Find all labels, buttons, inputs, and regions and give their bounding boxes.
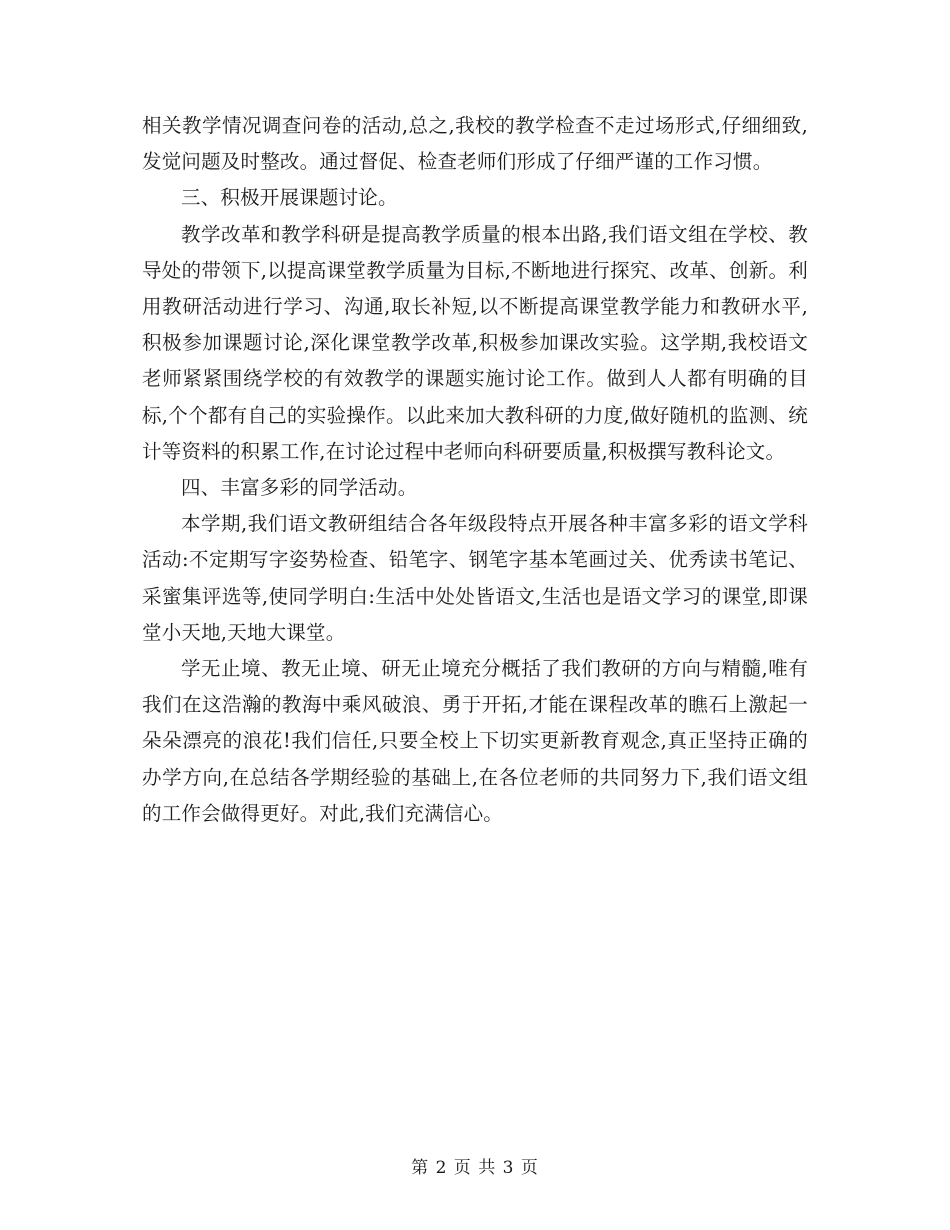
paragraph-continued: 相关教学情况调查问卷的活动,总之,我校的教学检查不走过场形式,仔细细致,发觉问题及时整改。通过督促、检查老师们形成了仔细严谨的工作习惯。	[142, 114, 808, 174]
document-body	[142, 108, 808, 832]
section-heading-3: 三、积极开展课题讨论。	[181, 186, 398, 210]
page-footer	[0, 1153, 950, 1178]
paragraph-research: 教学改革和教学科研是提高教学质量的根本出路,我们语文组在学校、教导处的带领下,以提高课堂教学质量为目标,不断地进行探究、改革、创新。利用教研活动进行学习、沟通,取长补短,以不断提高课堂教学能力和教研水平,积极参加课题讨论,深化课堂教学改革,积极参加课改实验。这学期,我校语文老师紧紧围绕学校的有效教学的课题实施讨论工作。做到人人都有明确的目标,个个都有自己的实验操作。以此来加大教科研的力度,做好随机的监测、统计等资料的积累工作,在讨论过程中老师向科研要质量,积极撰写教科论文。	[142, 222, 808, 463]
section-heading-4: 四、丰富多彩的同学活动。	[181, 476, 418, 500]
page-number: 第 2 页 共 3 页	[411, 1158, 539, 1178]
paragraph-conclusion: 学无止境、教无止境、研无止境充分概括了我们教研的方向与精髓,唯有我们在这浩瀚的教海中乘风破浪、勇于开拓,才能在课程改革的瞧石上激起一朵朵漂亮的浪花!我们信任,只要全校上下切实更新教育观念,真正坚持正确的办学方向,在总结各学期经验的基础上,在各位老师的共同努力下,我们语文组的工作会做得更好。对此,我们充满信心。	[142, 657, 808, 825]
paragraph-activities: 本学期,我们语文教研组结合各年级段特点开展各种丰富多彩的语文学科活动:不定期写字姿势检查、铅笔字、钢笔字基本笔画过关、优秀读书笔记、采蜜集评选等,使同学明白:生活中处处皆语文,生活也是语文学习的课堂,即课堂小天地,天地大课堂。	[142, 512, 808, 644]
